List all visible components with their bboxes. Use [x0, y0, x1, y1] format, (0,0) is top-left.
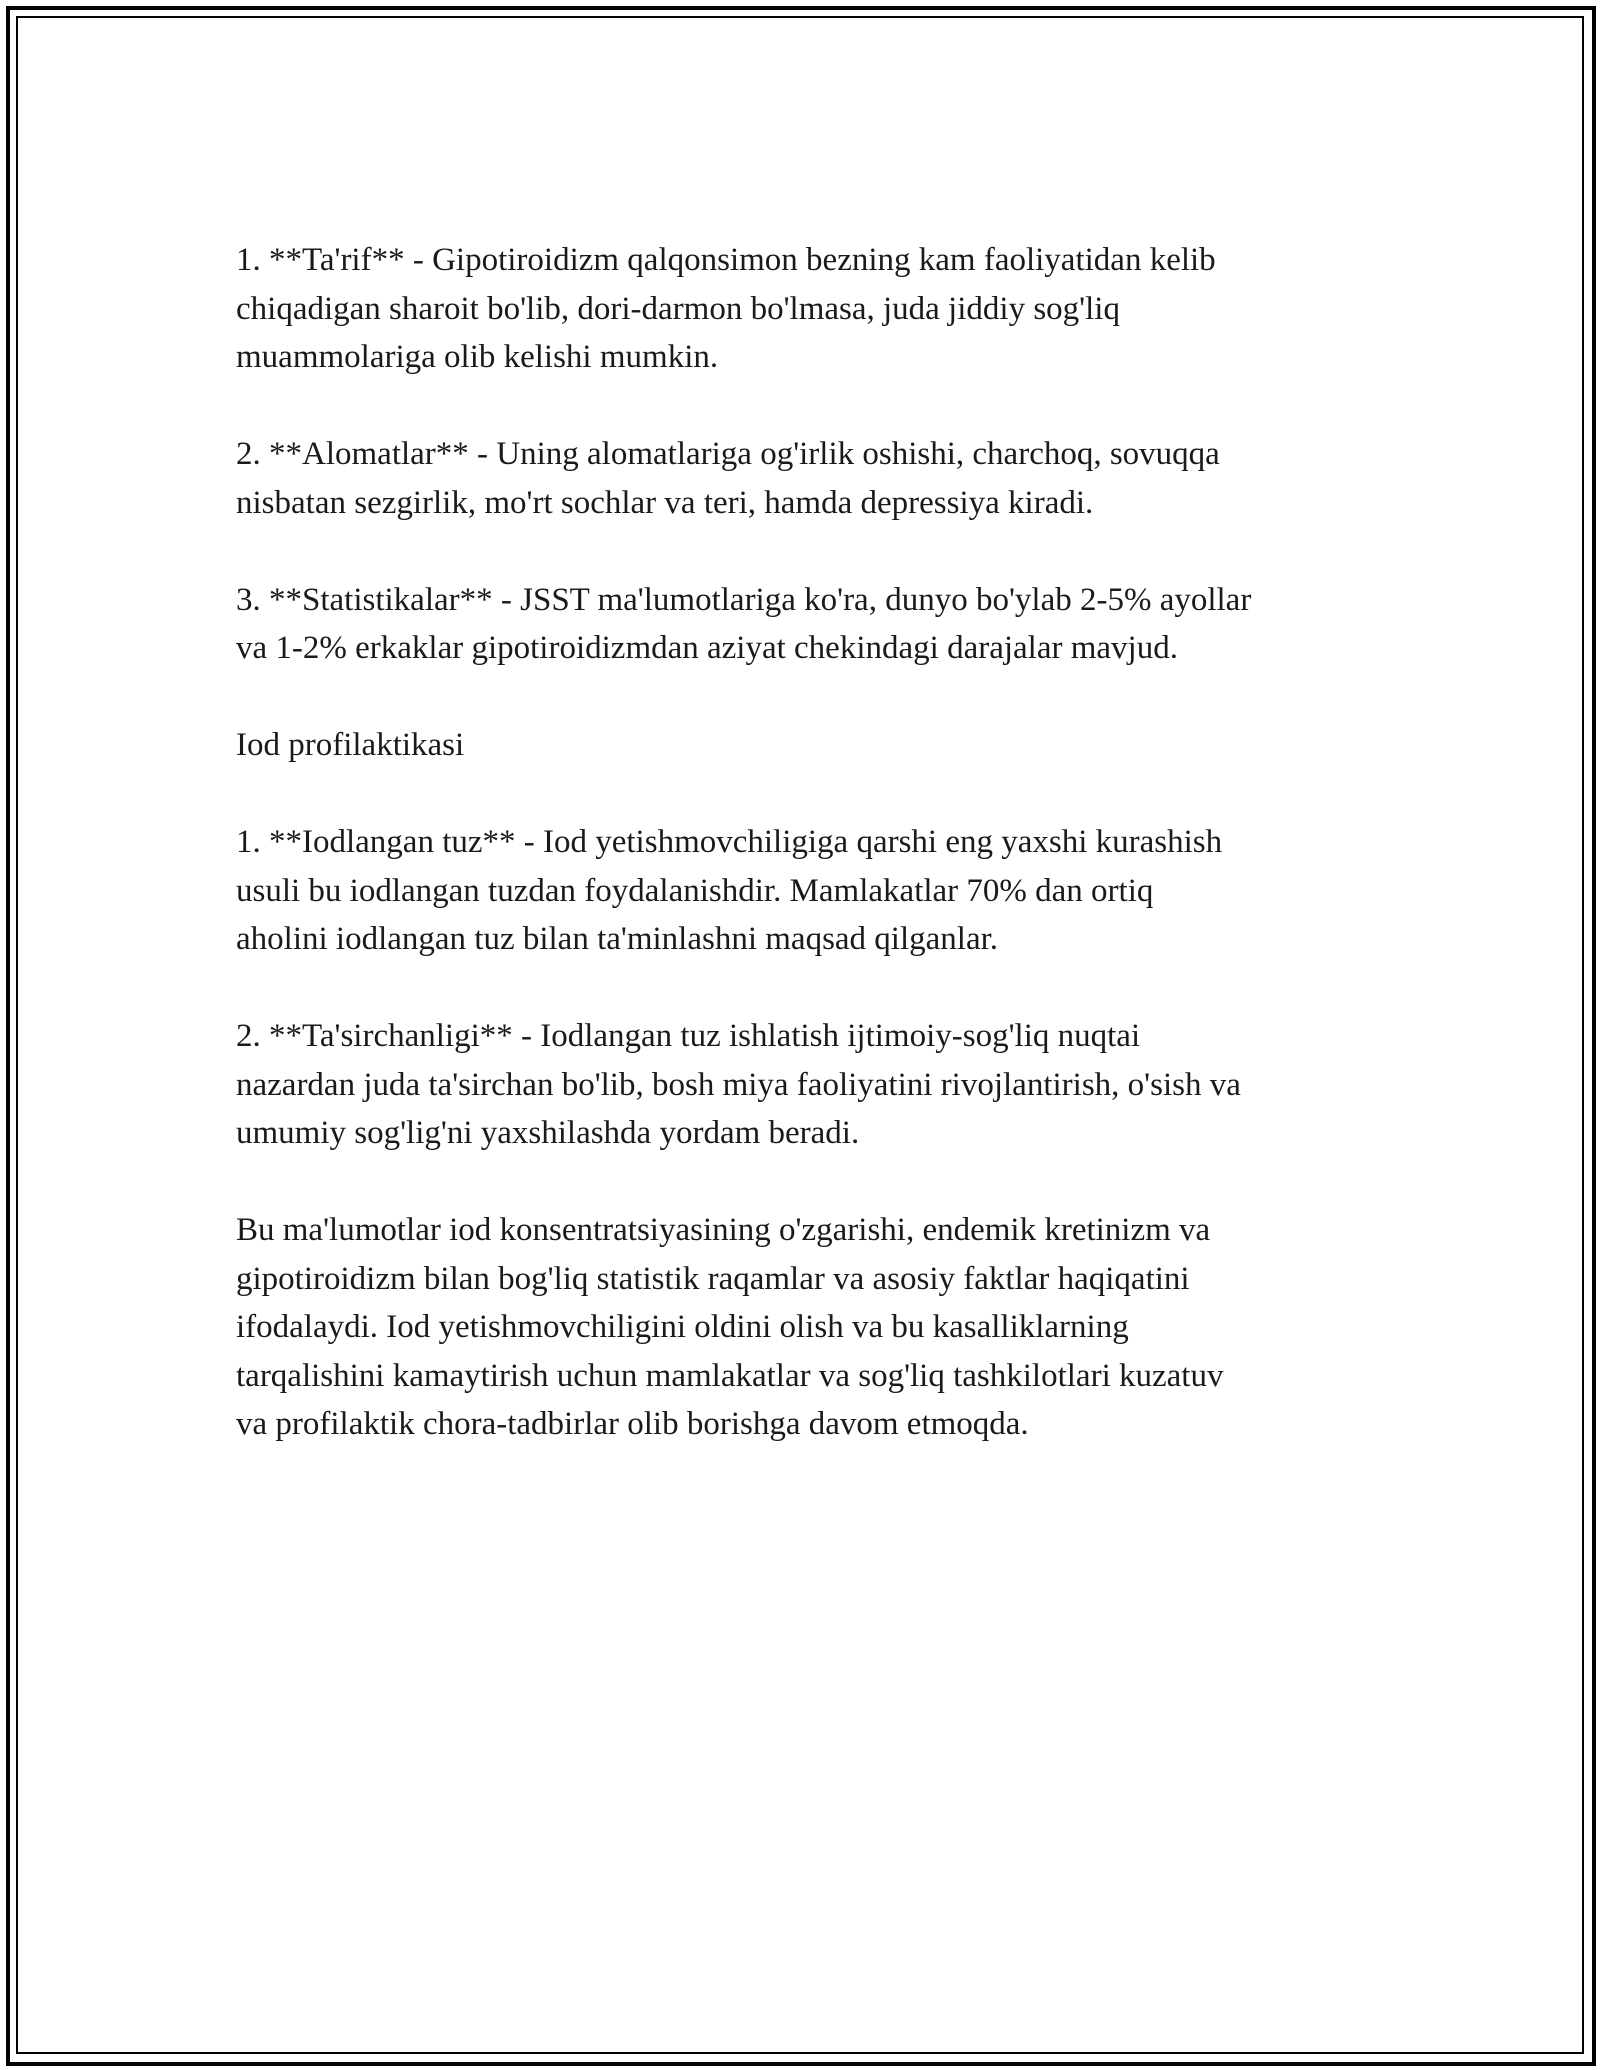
section-heading: Iod profilaktikasi [236, 727, 465, 763]
list-item-statistikalar: 3. **Statistikalar** - JSST ma'lumotlariga ko'ra, dunyo bo'ylab 2-5% ayollar va 1-2% erkaklar gipotiroidizmdan aziyat chekindagi darajalar mavjud. [236, 581, 1252, 666]
list-item-iodlangan-tuz: 1. **Iodlangan tuz** - Iod yetishmovchiligiga qarshi eng yaxshi kurashish usuli bu iodlangan tuzdan foydalanishdir. Mamlakatlar 70% dan ortiq aholini iodlangan tuz bilan ta'minlashni maqsad qilganlar. [236, 824, 1223, 957]
summary-paragraph: Bu ma'lumotlar iod konsentratsiyasining o'zgarishi, endemik kretinizm va gipotiroidizm bilan bog'liq statistik raqamlar va asosiy faktlar haqiqatini ifodalaydi. Iod yetishmovchiligini oldini olish va bu kasalliklarning tarqalishini kamaytirish uchun mamlakatlar va sog'liq tashkilotlari kuzatuv va profilaktik chora-tadbirlar olib borishga davom etmoqda. [236, 1212, 1224, 1442]
list-item-tarif: 1. **Ta'rif** - Gipotiroidizm qalqonsimon bezning kam faoliyatidan kelib chiqadigan sharoit bo'lib, dori-darmon bo'lmasa, juda jiddiy sog'liq muammolariga olib kelishi mumkin. [236, 242, 1216, 375]
document-body [236, 236, 1386, 1449]
list-item-alomatlar: 2. **Alomatlar** - Uning alomatlariga og'irlik oshishi, charchoq, sovuqqa nisbatan sezgirlik, mo'rt sochlar va teri, hamda depressiya kiradi. [236, 436, 1220, 521]
list-item-tasirchanligi: 2. **Ta'sirchanligi** - Iodlangan tuz ishlatish ijtimoiy-sog'liq nuqtai nazardan juda ta'sirchan bo'lib, bosh miya faoliyatini rivojlantirish, o'sish va umumiy sog'lig'ni yaxshilashda yordam beradi. [236, 1018, 1241, 1151]
